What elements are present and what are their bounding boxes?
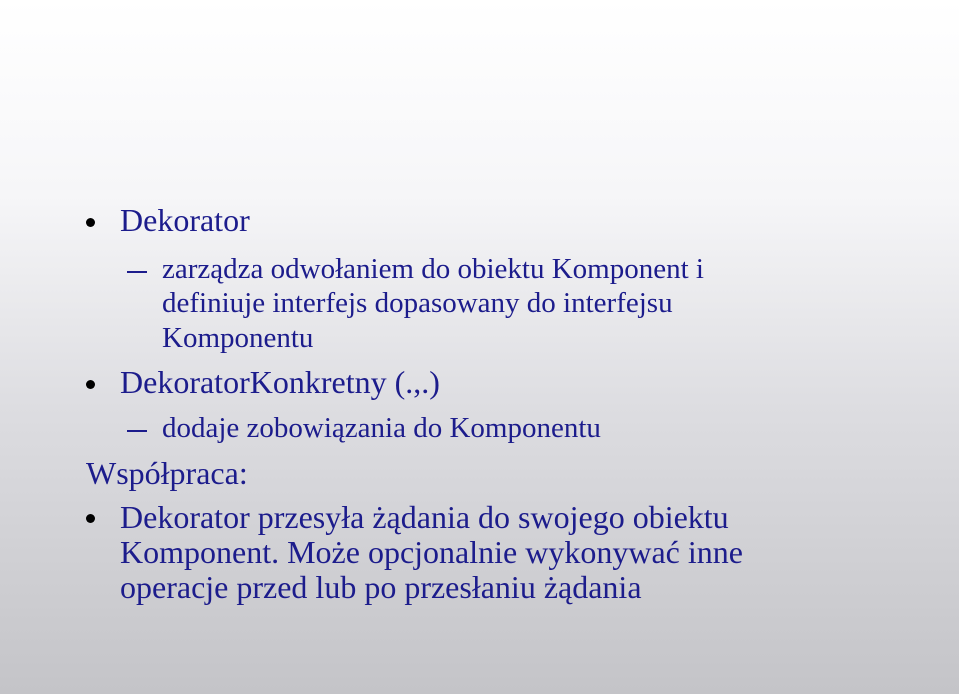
item-dekorator-desc-line2: definiuje interfejs dopasowany do interfejsu	[162, 287, 673, 319]
wspolpraca-item-line1: Dekorator przesyła żądania do swojego obiektu	[120, 499, 729, 535]
bullet-wspolpraca-item	[86, 514, 95, 523]
item-dekorator-konkretny-label: DekoratorKonkretny (.,.)	[120, 364, 440, 400]
item-dekorator-konkretny-desc: dodaje zobowiązania do Komponentu	[162, 412, 601, 444]
wspolpraca-item-line3: operacje przed lub po przesłaniu żądania	[120, 569, 642, 605]
item-dekorator-desc-line3: Komponentu	[162, 322, 314, 354]
item-dekorator-desc-line1: zarządza odwołaniem do obiektu Komponent i	[162, 253, 704, 285]
wspolpraca-item-line2: Komponent. Może opcjonalnie wykonywać inne	[120, 534, 743, 570]
item-dekorator-label: Dekorator	[120, 202, 250, 238]
dash-dekorator-konkretny-sub	[127, 430, 147, 432]
section-title-wspolpraca: Współpraca:	[86, 455, 248, 491]
bullet-dekorator-konkretny	[86, 380, 95, 389]
dash-dekorator-sub	[127, 271, 147, 273]
bullet-dekorator	[86, 218, 95, 227]
